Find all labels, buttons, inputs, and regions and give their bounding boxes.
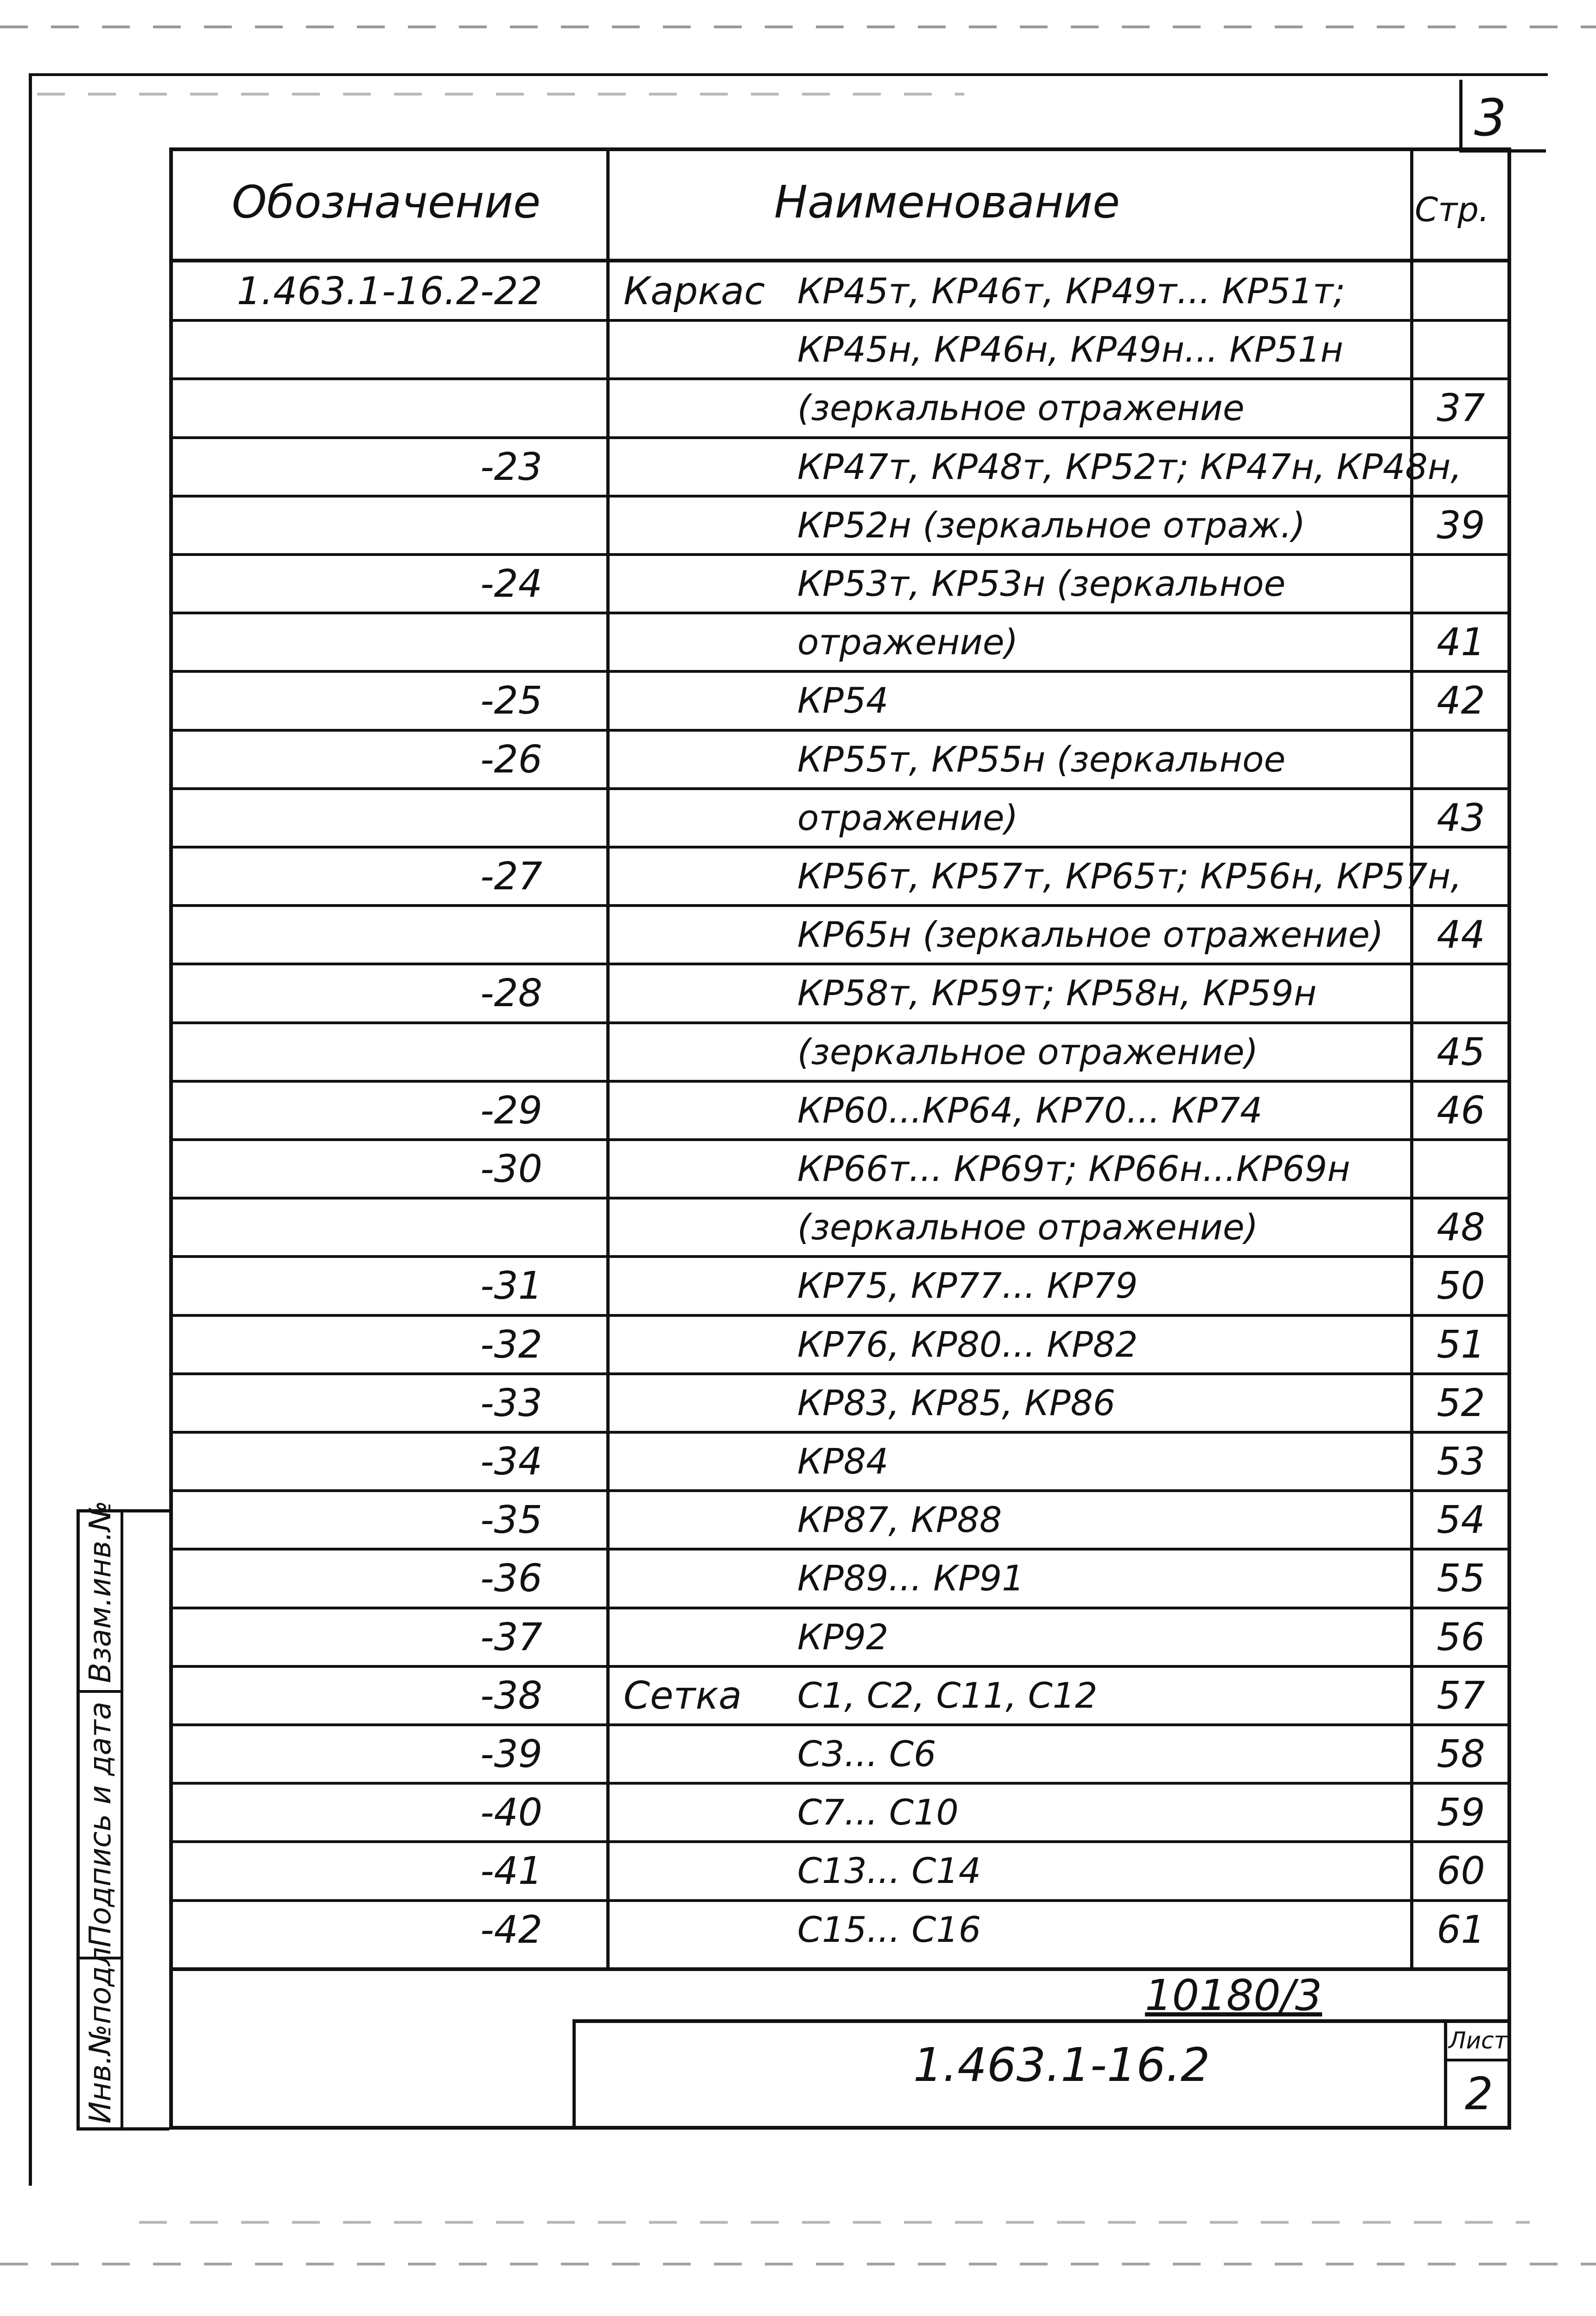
row-divider xyxy=(169,377,1511,380)
row-designation: -33 xyxy=(480,1381,542,1425)
row-designation: 1.463.1-16.2-22 xyxy=(236,269,542,313)
row-name: (зеркальное отражение) xyxy=(797,1031,1259,1072)
row-designation: -36 xyxy=(480,1557,542,1601)
row-page: 41 xyxy=(1437,620,1485,664)
row-divider xyxy=(169,846,1511,849)
row-designation: -42 xyxy=(480,1908,542,1952)
header-name: Наименование xyxy=(774,176,1120,228)
sheet-number: 2 xyxy=(1465,2068,1494,2120)
row-divider xyxy=(169,1607,1511,1609)
row-designation: -25 xyxy=(480,679,542,723)
row-page: 44 xyxy=(1437,913,1485,957)
row-page: 60 xyxy=(1437,1849,1485,1893)
row-designation: -32 xyxy=(480,1323,542,1367)
row-name: КР65н (зеркальное отражение) xyxy=(797,914,1384,955)
row-divider xyxy=(169,904,1511,907)
row-name: С7... С10 xyxy=(797,1792,959,1833)
row-designation: -28 xyxy=(480,971,542,1015)
row-page: 57 xyxy=(1437,1674,1485,1718)
row-page: 61 xyxy=(1437,1908,1485,1952)
row-name: КР56т, КР57т, КР65т; КР56н, КР57н, xyxy=(797,855,1462,897)
row-divider xyxy=(169,1548,1511,1550)
row-name: КР75, КР77... КР79 xyxy=(797,1265,1138,1306)
row-name: С15... С16 xyxy=(797,1909,981,1950)
row-page: 48 xyxy=(1437,1206,1485,1250)
row-designation: -30 xyxy=(480,1147,542,1191)
row-page: 51 xyxy=(1437,1323,1485,1367)
row-divider xyxy=(169,1372,1511,1375)
row-divider xyxy=(169,495,1511,498)
row-divider xyxy=(169,787,1511,790)
archive-number: 10180/3 xyxy=(1145,1971,1323,2020)
row-name: КР84 xyxy=(797,1441,889,1482)
row-prefix: Каркас xyxy=(623,269,765,313)
row-name: (зеркальное отражение) xyxy=(797,1206,1259,1248)
row-designation: -40 xyxy=(480,1791,542,1835)
row-page: 43 xyxy=(1437,796,1485,840)
scan-artifact-line xyxy=(139,2221,1530,2224)
row-designation: -35 xyxy=(480,1498,542,1542)
row-designation: -23 xyxy=(480,445,542,489)
row-divider xyxy=(169,1723,1511,1726)
signature-date-label: Подпись и дата xyxy=(83,1701,118,1947)
row-name: КР54 xyxy=(797,680,889,721)
row-page: 46 xyxy=(1437,1089,1485,1133)
row-divider xyxy=(169,1665,1511,1668)
original-inventory-label: Инв.№подл xyxy=(83,1947,118,2124)
row-name: КР52н (зеркальное отраж.) xyxy=(797,504,1306,546)
row-name: КР47т, КР48т, КР52т; КР47н, КР48н, xyxy=(797,446,1462,487)
row-divider xyxy=(169,1840,1511,1843)
corner-sheet-number: 3 xyxy=(1474,88,1507,147)
row-divider xyxy=(169,1080,1511,1083)
title-block-divider xyxy=(1444,2019,1447,2130)
column-divider xyxy=(1410,147,1413,1967)
replacement-inventory-label: Взам.инв.№ xyxy=(83,1500,118,1683)
row-name: отражение) xyxy=(797,621,1018,663)
row-divider xyxy=(169,670,1511,673)
row-page: 52 xyxy=(1437,1381,1485,1425)
row-divider xyxy=(169,1255,1511,1258)
row-divider xyxy=(169,553,1511,556)
row-designation: -38 xyxy=(480,1674,542,1718)
row-name: КР76, КР80... КР82 xyxy=(797,1324,1138,1365)
row-page: 37 xyxy=(1437,386,1485,430)
row-divider xyxy=(169,1021,1511,1024)
row-designation: -27 xyxy=(480,855,542,899)
row-designation: -24 xyxy=(480,562,542,606)
row-page: 42 xyxy=(1437,679,1485,723)
row-divider xyxy=(169,1782,1511,1785)
row-name: С3... С6 xyxy=(797,1733,936,1774)
row-name: КР53т, КР53н (зеркальное xyxy=(797,563,1286,604)
row-name: С13... С14 xyxy=(797,1850,981,1891)
row-designation: -37 xyxy=(480,1615,542,1659)
row-page: 56 xyxy=(1437,1615,1485,1659)
row-designation: -41 xyxy=(480,1849,542,1893)
row-divider xyxy=(169,436,1511,439)
row-divider xyxy=(169,1431,1511,1434)
row-page: 55 xyxy=(1437,1557,1485,1601)
row-name: КР55т, КР55н (зеркальное xyxy=(797,739,1286,780)
row-name: КР83, КР85, КР86 xyxy=(797,1382,1116,1423)
row-name: КР58т, КР59т; КР58н, КР59н xyxy=(797,972,1317,1014)
row-divider xyxy=(169,1138,1511,1141)
row-designation: -29 xyxy=(480,1089,542,1133)
row-name: КР89... КР91 xyxy=(797,1557,1024,1599)
row-divider xyxy=(169,963,1511,965)
header-designation: Обозначение xyxy=(232,176,541,228)
row-designation: -26 xyxy=(480,738,542,782)
row-name: С1, С2, С11, С12 xyxy=(797,1675,1098,1716)
column-divider xyxy=(606,147,610,1967)
row-designation: -31 xyxy=(480,1264,542,1308)
row-name: отражение) xyxy=(797,797,1018,838)
row-divider xyxy=(169,612,1511,614)
row-designation: -39 xyxy=(480,1732,542,1776)
row-divider xyxy=(169,729,1511,732)
row-name: (зеркальное отражение xyxy=(797,387,1245,428)
side-stamp-divider xyxy=(76,1690,123,1693)
row-name: КР92 xyxy=(797,1616,889,1658)
row-page: 39 xyxy=(1437,504,1485,548)
header-page: Стр. xyxy=(1415,190,1489,229)
row-divider xyxy=(169,1489,1511,1492)
side-stamp-column-divider xyxy=(121,1509,123,2131)
row-page: 53 xyxy=(1437,1440,1485,1484)
row-page: 50 xyxy=(1437,1264,1485,1308)
row-page: 58 xyxy=(1437,1732,1485,1776)
row-name: КР66т... КР69т; КР66н...КР69н xyxy=(797,1148,1350,1189)
row-designation: -34 xyxy=(480,1440,542,1484)
row-page: 59 xyxy=(1437,1791,1485,1835)
row-divider xyxy=(169,1314,1511,1317)
row-name: КР45т, КР46т, КР49т... КР51т; xyxy=(797,270,1345,312)
row-page: 54 xyxy=(1437,1498,1485,1542)
document-code: 1.463.1-16.2 xyxy=(913,2038,1210,2092)
row-divider xyxy=(169,319,1511,322)
sheet-label: Лист xyxy=(1449,2027,1507,2054)
row-prefix: Сетка xyxy=(623,1674,742,1718)
row-name: КР87, КР88 xyxy=(797,1499,1002,1540)
row-divider xyxy=(169,1197,1511,1199)
row-divider xyxy=(169,1899,1511,1902)
header-divider xyxy=(169,259,1511,262)
title-block-divider xyxy=(1444,2059,1511,2061)
row-page: 45 xyxy=(1437,1030,1485,1074)
scan-artifact-line xyxy=(0,26,1596,28)
row-name: КР45н, КР46н, КР49н... КР51н xyxy=(797,329,1343,370)
scan-artifact-line xyxy=(0,2263,1596,2265)
row-name: КР60...КР64, КР70... КР74 xyxy=(797,1090,1263,1131)
